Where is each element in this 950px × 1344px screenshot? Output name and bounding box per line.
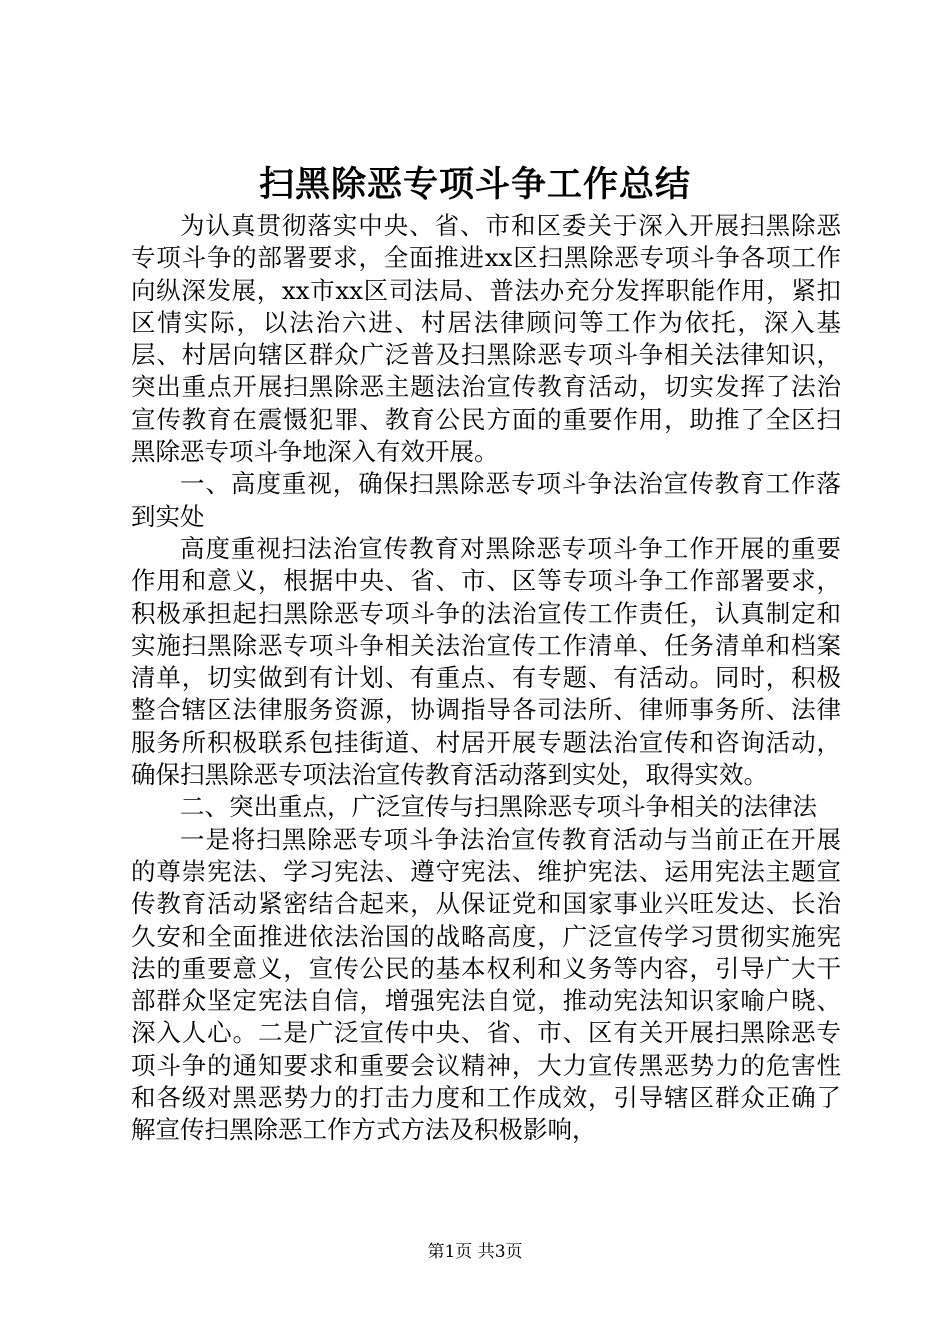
page-footer: 第1页 共3页 <box>427 1242 523 1262</box>
paragraph-section-1: 高度重视扫法治宣传教育对黑除恶专项斗争工作开展的重要作用和意义，根据中央、省、市、区等专项斗争工作部署要求，积极承担起扫黑除恶专项斗争的法治宣传工作责任，认真制定和实施扫黑除恶专项斗争相关法治宣传工作清单、任务清单和档案清单，切实做到有计划、有重点、有专题、有活动。同时，积极整合辖区法律服务资源，协调指导各司法所、律师事务所、法律服务所积极联系包挂街道、村居开展专题法治宣传和咨询活动，确保扫黑除恶专项法治宣传教育活动落到实处，取得实效。 <box>131 533 841 790</box>
paragraph-section-2: 一是将扫黑除恶专项斗争法治宣传教育活动与当前正在开展的尊崇宪法、学习宪法、遵守宪法、维护宪法、运用宪法主题宣传教育活动紧密结合起来，从保证党和国家事业兴旺发达、长治久安和全面推进依法治国的战略高度，广泛宣传学习贯彻实施宪法的重要意义，宣传公民的基本权利和义务等内容，引导广大干部群众坚定宪法自信，增强宪法自觉，推动宪法知识家喻户晓、深入人心。二是广泛宣传中央、省、市、区有关开展扫黑除恶专项斗争的通知要求和重要会议精神，大力宣传黑恶势力的危害性和各级对黑恶势力的打击力度和工作成效，引导辖区群众正确了解宣传扫黑除恶工作方式方法及积极影响， <box>131 824 841 1145</box>
document-title: 扫黑除恶专项斗争工作总结 <box>258 164 691 205</box>
document-body <box>131 210 841 1147</box>
paragraph-intro: 为认真贯彻落实中央、省、市和区委关于深入开展扫黑除恶专项斗争的部署要求，全面推进xx区扫黑除恶专项斗争各项工作向纵深发展，xx市xx区司法局、普法办充分发挥职能作用，紧扣区情实际，以法治六进、村居法律顾问等工作为依托，深入基层、村居向辖区群众广泛普及扫黑除恶专项斗争相关法律知识，突出重点开展扫黑除恶主题法治宣传教育活动，切实发挥了法治宣传教育在震慑犯罪、教育公民方面的重要作用，助推了全区扫黑除恶专项斗争地深入有效开展。 <box>131 211 841 467</box>
section-heading-1: 一、高度重视，确保扫黑除恶专项斗争法治宣传教育工作落到实处 <box>131 469 841 531</box>
section-heading-2: 二、突出重点，广泛宣传与扫黑除恶专项斗争相关的法律法 <box>180 792 817 822</box>
